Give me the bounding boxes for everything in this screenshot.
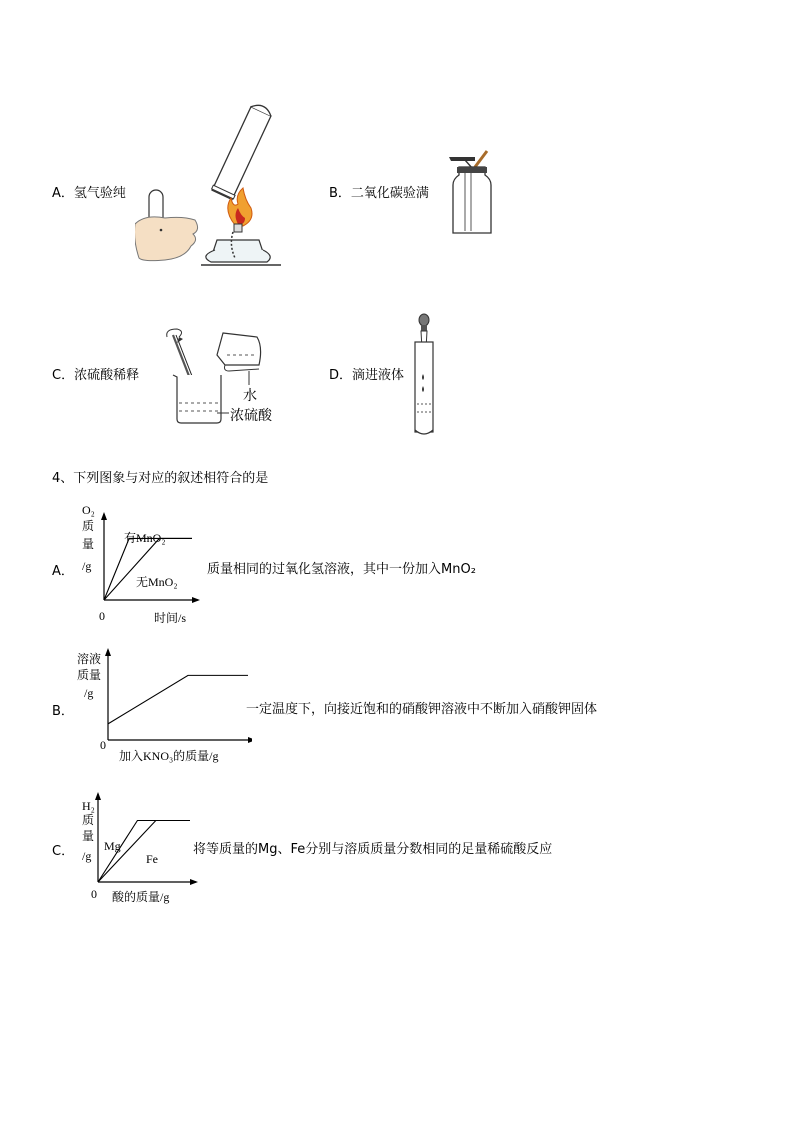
origin-label: 0 [100,738,106,752]
y-axis-label-1: 质 [82,519,95,533]
option-key: A． [52,186,74,201]
q3-option-b [329,182,429,201]
option-text: 二氧化碳验满 [350,186,429,201]
label-water: 水 [243,388,257,404]
series-line-1 [104,538,192,600]
hydrogen-purity-illustration [135,100,295,270]
origin-label: 0 [99,609,105,623]
option-key: D． [329,368,353,383]
option-text: 氢气验纯 [73,186,126,201]
x-axis-label: 时间/s [154,611,187,625]
y-axis-arrow [105,648,111,656]
q3-option-d [329,364,404,383]
chart-svg [72,790,202,908]
series-label-0: 有MnO₂ [124,531,166,545]
series-line-0 [104,538,192,600]
chart-a [72,500,200,628]
dropper-illustration [410,312,440,436]
chart-c [72,790,202,908]
y-axis-label-0: O₂ [82,503,95,517]
y-axis-arrow [101,512,107,520]
q3-option-c [52,364,139,383]
q4-option-c-text: 将等质量的Mg、Fe分别与溶质质量分数相同的足量稀硫酸反应 [193,842,553,857]
option-key: B． [329,186,351,201]
series-label-0: Mg [104,839,121,853]
q4-option-b-key: B． [52,704,74,719]
q4-option-b-text: 一定温度下，向接近饱和的硝酸钾溶液中不断加入硝酸钾固体 [246,702,598,717]
q4-option-a-text: 质量相同的过氧化氢溶液，其中一份加入MnO₂ [207,562,476,577]
option-text: 浓硫酸稀释 [74,368,140,383]
x-axis-arrow [192,597,200,603]
series-label-1: 无MnO₂ [136,575,178,589]
y-axis-label-1: 质 [82,813,95,827]
y-axis-label-2: /g [84,686,94,700]
q4-stem: 4、下列图象与对应的叙述相符合的是 [52,471,269,486]
y-axis-label-2: 量 [82,829,95,843]
y-axis-label-3: /g [82,849,92,863]
chart-b [72,645,252,770]
option-text: 滴进液体 [352,368,405,383]
series-line-0 [108,675,248,723]
chart-svg [72,645,252,770]
origin-label: 0 [91,887,97,901]
option-key: C． [52,368,75,383]
chart-svg [72,500,200,628]
q4-option-c-key: C． [52,844,75,859]
label-conc-acid: 浓硫酸 [230,408,272,424]
y-axis-arrow [95,792,101,800]
y-axis-label-2: 量 [82,537,95,551]
co2-full-illustration [445,145,505,240]
q4-option-a-key: A． [52,564,74,579]
y-axis-label-3: /g [82,559,92,573]
x-axis-label: 加入KNO₃的质量/g [119,749,219,763]
q3-option-a [52,182,126,201]
x-axis-arrow [190,879,198,885]
y-axis-label-1: 质量 [77,668,102,682]
x-axis-label: 酸的质量/g [112,890,170,904]
y-axis-label-0: H₂ [82,799,95,813]
x-axis-arrow [248,737,252,743]
y-axis-label-0: 溶液 [77,652,102,666]
series-label-1: Fe [146,852,158,866]
